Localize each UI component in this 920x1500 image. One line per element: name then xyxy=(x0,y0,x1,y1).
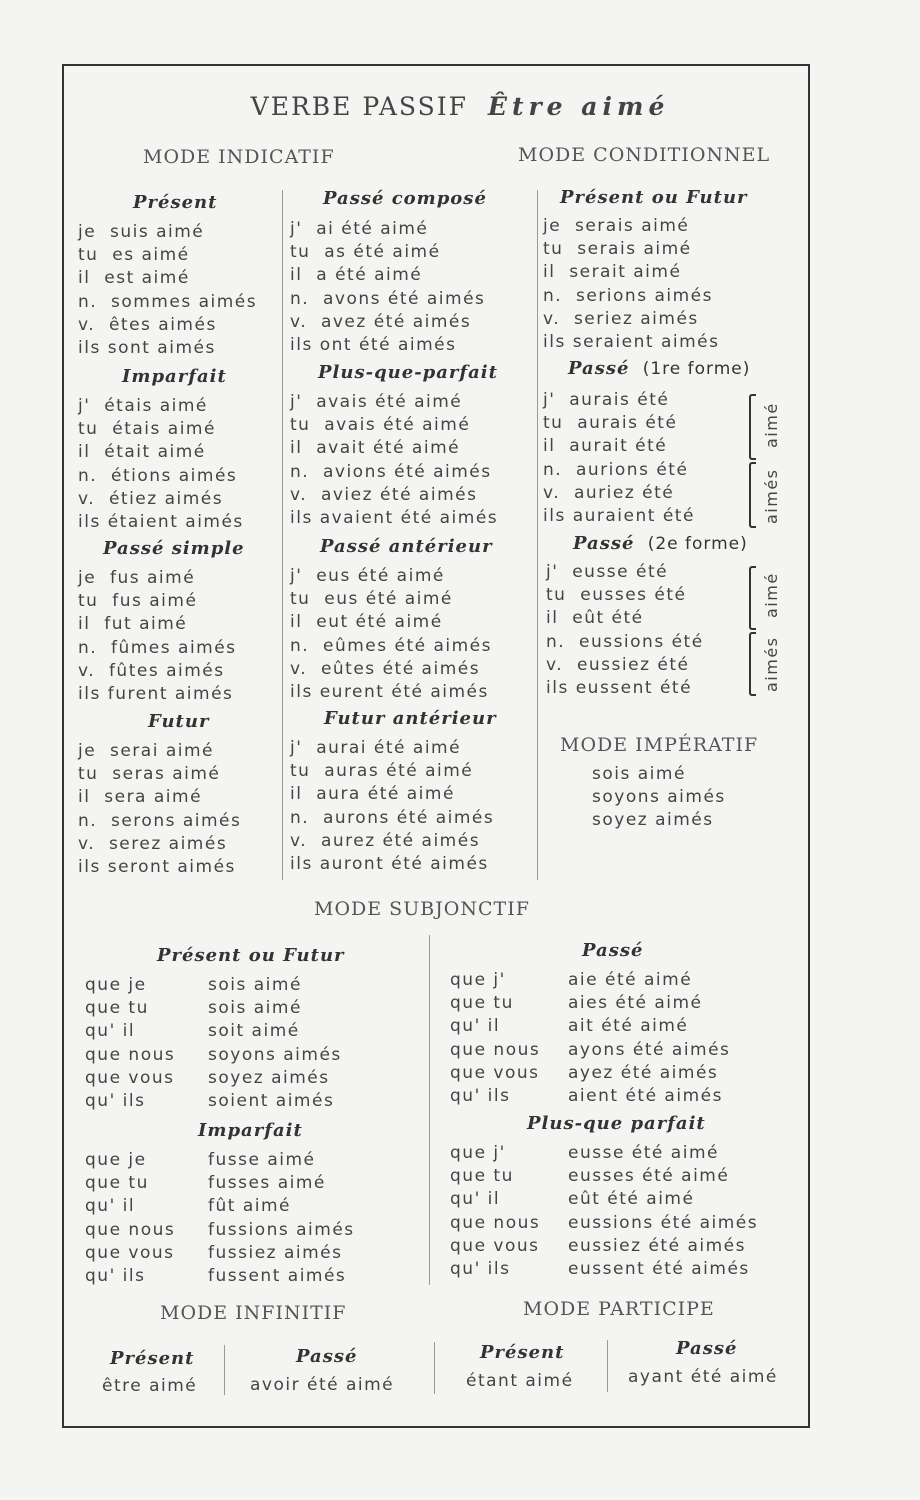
cond-passe2-aimes: aimés xyxy=(762,636,781,692)
conjugation-row: v. aurez été aimés xyxy=(290,830,481,851)
subjunctive-form: fussiez aimés xyxy=(208,1242,343,1263)
subjunctive-pronoun: qu' il xyxy=(85,1021,136,1042)
mode-subjonctif: MODE SUBJONCTIF xyxy=(314,898,530,920)
conjugation-row: tu fus aimé xyxy=(78,591,198,612)
conjugation-row: v. êtes aimés xyxy=(78,314,217,335)
conjugation-row: v. auriez été xyxy=(543,482,675,503)
conjugation-row: tu avais été aimé xyxy=(290,415,471,436)
conjugation-row: soyons aimés xyxy=(592,787,726,808)
subjunctive-pronoun: qu' ils xyxy=(85,1091,146,1111)
conjugation-row: il aura été aimé xyxy=(290,784,455,805)
separator-col2 xyxy=(537,190,538,880)
conjugation-row: tu étais aimé xyxy=(78,419,216,440)
subjunctive-pronoun: qu' il xyxy=(450,1016,501,1037)
conjugation-row: n. étions aimés xyxy=(78,465,238,486)
conjugation-row: tu eus été aimé xyxy=(290,589,453,610)
subjunctive-form: aient été aimés xyxy=(568,1086,723,1106)
tense-passe-simple-label: Passé simple xyxy=(103,538,245,559)
conjugation-row: j' eus été aimé xyxy=(290,566,445,586)
subjunctive-form: ayons été aimés xyxy=(568,1039,731,1060)
subjunctive-pronoun: que je xyxy=(85,1150,147,1170)
tense-imparfait-label: Imparfait xyxy=(122,366,227,387)
conjugation-row: il serait aimé xyxy=(543,262,682,283)
subj-plus-que-parfait-label: Plus-que parfait xyxy=(527,1113,706,1134)
conjugation-row: je suis aimé xyxy=(78,222,205,242)
subjunctive-form: eussiez été aimés xyxy=(568,1235,746,1256)
inf-passe-value: avoir été aimé xyxy=(250,1375,395,1395)
conjugation-row: tu serais aimé xyxy=(543,239,692,260)
cond-passe1-aimes: aimés xyxy=(762,468,781,524)
mode-participe: MODE PARTICIPE xyxy=(523,1298,715,1320)
conjugation-row: j' ai été aimé xyxy=(290,219,429,239)
subjunctive-pronoun: que vous xyxy=(450,1062,540,1083)
conjugation-row: ils eurent été aimés xyxy=(290,682,489,702)
subjunctive-pronoun: qu' ils xyxy=(85,1266,146,1286)
conjugation-row: il eut été aimé xyxy=(290,612,443,633)
subjunctive-form: fussent aimés xyxy=(208,1266,347,1286)
separator-inf xyxy=(224,1345,225,1395)
conjugation-row: v. aviez été aimés xyxy=(290,484,478,505)
separator-inf-part xyxy=(434,1342,435,1394)
subjunctive-pronoun: que tu xyxy=(85,998,149,1019)
conjugation-row: soyez aimés xyxy=(592,810,714,831)
subjunctive-form: aie été aimé xyxy=(568,970,693,990)
subjunctive-form: soit aimé xyxy=(208,1021,300,1042)
subjunctive-pronoun: que tu xyxy=(450,993,514,1014)
subjunctive-form: fussions aimés xyxy=(208,1219,355,1240)
conjugation-row: il a été aimé xyxy=(290,265,423,286)
part-passe-label: Passé xyxy=(676,1338,738,1359)
separator-col1 xyxy=(282,190,283,880)
mode-infinitif: MODE INFINITIF xyxy=(160,1302,347,1324)
subjunctive-pronoun: que j' xyxy=(450,970,506,990)
subjunctive-form: soyons aimés xyxy=(208,1044,342,1065)
inf-passe-label: Passé xyxy=(296,1346,358,1367)
conjugation-row: sois aimé xyxy=(592,764,686,784)
tense-futur-label: Futur xyxy=(148,711,210,732)
subjunctive-pronoun: que nous xyxy=(450,1212,541,1233)
part-passe-value: ayant été aimé xyxy=(628,1367,778,1387)
conjugation-row: tu auras été aimé xyxy=(290,761,474,782)
subj-passe-label: Passé xyxy=(582,940,644,961)
conjugation-row: ils ont été aimés xyxy=(290,335,457,355)
cond-passe2-brace-bottom xyxy=(749,632,756,696)
mode-imperatif: MODE IMPÉRATIF xyxy=(560,734,759,756)
subjunctive-form: soyez aimés xyxy=(208,1067,330,1088)
subjunctive-form: fusse aimé xyxy=(208,1150,316,1170)
subjunctive-pronoun: que vous xyxy=(85,1067,175,1088)
subjunctive-form: ayez été aimés xyxy=(568,1062,719,1083)
conjugation-row: tu seras aimé xyxy=(78,764,221,785)
subjunctive-form: ait été aimé xyxy=(568,1016,689,1037)
cond-passe2-aime: aimé xyxy=(762,572,781,618)
conjugation-row: ils auront été aimés xyxy=(290,854,489,874)
subjunctive-pronoun: que j' xyxy=(450,1143,506,1163)
subjunctive-pronoun: que nous xyxy=(85,1219,176,1240)
conjugation-row: ils seront aimés xyxy=(78,857,236,877)
tense-passe-anterieur-label: Passé antérieur xyxy=(320,536,493,557)
conjugation-row: tu es aimé xyxy=(78,245,190,266)
subjunctive-form: eussent été aimés xyxy=(568,1259,750,1279)
conjugation-row: j' eusse été xyxy=(546,562,669,582)
top-rule xyxy=(62,64,808,66)
subjunctive-form: fût aimé xyxy=(208,1196,291,1217)
separator-part xyxy=(607,1340,608,1392)
conjugation-row: j' aurai été aimé xyxy=(290,738,462,758)
cond-present-label: Présent ou Futur xyxy=(560,187,748,208)
title-verb: Être aimé xyxy=(487,92,670,121)
conjugation-row: je serai aimé xyxy=(78,741,214,761)
cond-passe2-title: Passé xyxy=(573,533,635,554)
conjugation-row: il est aimé xyxy=(78,268,190,289)
subjunctive-form: sois aimé xyxy=(208,998,302,1019)
subjunctive-form: eusses été aimé xyxy=(568,1166,730,1187)
conjugation-row: v. eûtes été aimés xyxy=(290,658,481,679)
conjugation-row: tu aurais été xyxy=(543,413,678,434)
conjugation-row: il était aimé xyxy=(78,442,206,463)
conjugation-row: ils avaient été aimés xyxy=(290,508,499,528)
subjunctive-pronoun: que nous xyxy=(85,1044,176,1065)
subjunctive-pronoun: que tu xyxy=(85,1173,149,1194)
subjunctive-pronoun: qu' ils xyxy=(450,1259,511,1279)
subjunctive-pronoun: que tu xyxy=(450,1166,514,1187)
subjunctive-form: eusse été aimé xyxy=(568,1143,719,1163)
cond-passe2-brace-top xyxy=(749,566,756,630)
conjugation-row: ils sont aimés xyxy=(78,338,216,358)
bottom-rule xyxy=(62,1426,808,1428)
cond-passe1-brace-top xyxy=(749,394,756,460)
tense-plus-que-parfait-label: Plus-que-parfait xyxy=(318,362,498,383)
conjugation-row: v. seriez aimés xyxy=(543,308,699,329)
separator-subjonctif xyxy=(429,935,430,1285)
subjunctive-pronoun: que je xyxy=(85,975,147,995)
conjugation-row: il sera aimé xyxy=(78,787,203,808)
conjugation-row: n. eûmes été aimés xyxy=(290,635,493,656)
subjunctive-form: sois aimé xyxy=(208,975,302,995)
subjunctive-form: eût été aimé xyxy=(568,1189,695,1210)
subjunctive-pronoun: que nous xyxy=(450,1039,541,1060)
subjunctive-pronoun: que vous xyxy=(450,1235,540,1256)
subjunctive-form: soient aimés xyxy=(208,1091,335,1111)
conjugation-row: ils auraient été xyxy=(543,506,695,526)
mode-indicatif: MODE INDICATIF xyxy=(143,146,335,168)
tense-present-label: Présent xyxy=(133,192,218,213)
cond-passe1-suffix: (1re forme) xyxy=(642,359,751,379)
conjugation-row: tu as été aimé xyxy=(290,242,441,263)
conjugation-row: tu eusses été xyxy=(546,585,687,606)
conjugation-row: j' aurais été xyxy=(543,390,670,410)
subjunctive-pronoun: que vous xyxy=(85,1242,175,1263)
conjugation-row: v. fûtes aimés xyxy=(78,660,225,681)
subjunctive-form: eussions été aimés xyxy=(568,1212,759,1233)
subjunctive-pronoun: qu' il xyxy=(450,1189,501,1210)
conjugation-row: n. eussions été xyxy=(546,631,704,652)
conjugation-row: j' étais aimé xyxy=(78,396,208,416)
conjugation-row: n. sommes aimés xyxy=(78,291,258,312)
conjugation-row: n. fûmes aimés xyxy=(78,637,237,658)
cond-passe1-brace-bottom xyxy=(749,462,756,528)
conjugation-row: ils furent aimés xyxy=(78,684,234,704)
conjugation-row: v. étiez aimés xyxy=(78,488,224,509)
subj-present-label: Présent ou Futur xyxy=(157,945,345,966)
conjugation-row: il fut aimé xyxy=(78,614,188,635)
cond-passe1-title: Passé xyxy=(568,358,630,379)
conjugation-row: ils seraient aimés xyxy=(543,332,720,352)
inf-present-value: être aimé xyxy=(102,1376,198,1396)
conjugation-row: je fus aimé xyxy=(78,568,196,588)
cond-passe2-label xyxy=(573,533,748,554)
title-plain: VERBE PASSIF xyxy=(250,92,468,121)
cond-passe1-label xyxy=(568,358,750,379)
conjugation-row: n. aurons été aimés xyxy=(290,807,495,828)
cond-passe1-aime: aimé xyxy=(762,402,781,448)
tense-passe-compose-label: Passé composé xyxy=(323,188,487,209)
conjugation-row: n. serons aimés xyxy=(78,810,242,831)
conjugation-row: il aurait été xyxy=(543,436,668,457)
page-title xyxy=(0,92,920,121)
tense-futur-anterieur-label: Futur antérieur xyxy=(324,708,497,729)
conjugation-row: n. aurions été xyxy=(543,459,689,480)
part-present-value: étant aimé xyxy=(466,1371,574,1391)
cond-passe2-suffix: (2e forme) xyxy=(647,534,748,554)
conjugation-row: je serais aimé xyxy=(543,216,690,236)
inf-present-label: Présent xyxy=(110,1348,195,1369)
conjugation-row: n. serions aimés xyxy=(543,285,713,306)
subjunctive-form: aies été aimé xyxy=(568,993,703,1014)
conjugation-row: ils étaient aimés xyxy=(78,512,244,532)
conjugation-row: v. serez aimés xyxy=(78,833,228,854)
conjugation-row: il avait été aimé xyxy=(290,438,461,459)
conjugation-row: v. eussiez été xyxy=(546,654,690,675)
subjunctive-pronoun: qu' il xyxy=(85,1196,136,1217)
conjugation-row: n. avons été aimés xyxy=(290,288,486,309)
conjugation-row: n. avions été aimés xyxy=(290,461,492,482)
conjugation-row: ils eussent été xyxy=(546,678,693,698)
conjugation-row: v. avez été aimés xyxy=(290,311,472,332)
subjunctive-form: fusses aimé xyxy=(208,1173,326,1194)
mode-conditionnel: MODE CONDITIONNEL xyxy=(518,144,771,166)
conjugation-row: j' avais été aimé xyxy=(290,392,463,412)
conjugation-row: il eût été xyxy=(546,608,644,629)
subj-imparfait-label: Imparfait xyxy=(198,1120,303,1141)
part-present-label: Présent xyxy=(480,1342,565,1363)
subjunctive-pronoun: qu' ils xyxy=(450,1086,511,1106)
